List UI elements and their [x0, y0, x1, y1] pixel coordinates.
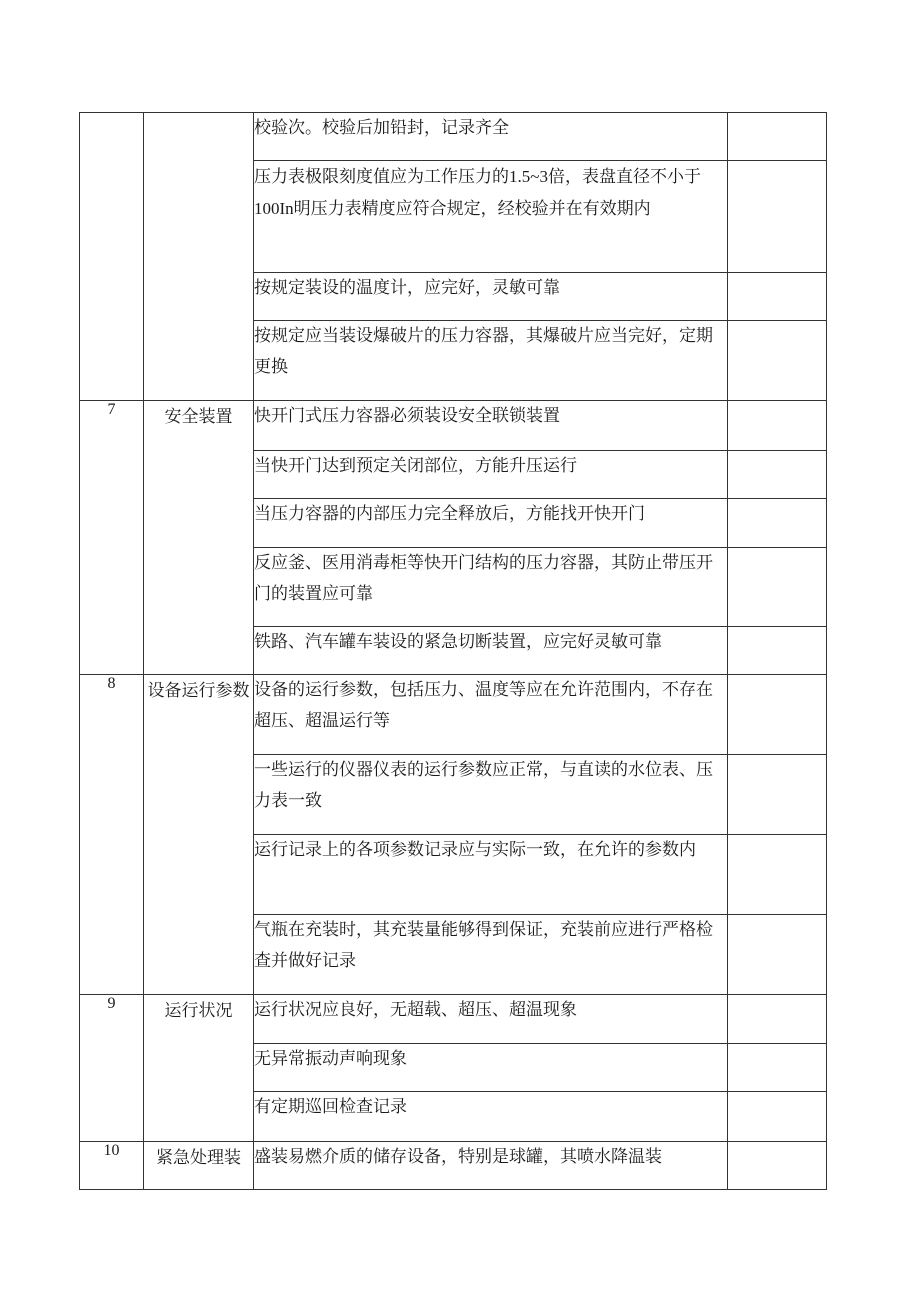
table-row: [80, 1142, 827, 1190]
result-cell[interactable]: [728, 113, 827, 161]
inspection-table: [79, 112, 827, 1190]
check-item: 反应釜、医用消毒柜等快开门结构的压力容器，其防止带压开门的装置应可靠: [254, 548, 728, 627]
result-cell[interactable]: [728, 755, 827, 835]
result-cell[interactable]: [728, 499, 827, 548]
table-row: [80, 675, 827, 755]
row-category: [144, 113, 254, 401]
section-number: 10: [80, 1142, 144, 1190]
check-item: 铁路、汽车罐车装设的紧急切断装置，应完好灵敏可靠: [254, 627, 728, 675]
table-row: [80, 401, 827, 451]
check-item: 快开门式压力容器必须装设安全联锁装置: [254, 401, 728, 451]
section-number: 7: [80, 401, 144, 675]
check-item: 运行记录上的各项参数记录应与实际一致，在允许的参数内: [254, 835, 728, 915]
result-cell[interactable]: [728, 451, 827, 499]
table-row: [80, 113, 827, 161]
result-cell[interactable]: [728, 915, 827, 995]
section-category: 运行状况: [144, 995, 254, 1142]
check-item: 盛装易燃介质的储存设备，特别是球罐，其喷水降温装: [254, 1142, 728, 1190]
check-item: 校验次。校验后加铅封，记录齐全: [254, 113, 728, 161]
table-row: [80, 995, 827, 1044]
section-category: 安全装置: [144, 401, 254, 675]
check-item: 运行状况应良好，无超载、超压、超温现象: [254, 995, 728, 1044]
check-item: 当压力容器的内部压力完全释放后，方能找开快开门: [254, 499, 728, 548]
result-cell[interactable]: [728, 321, 827, 401]
check-item: 气瓶在充装时，其充装量能够得到保证，充装前应进行严格检查并做好记录: [254, 915, 728, 995]
result-cell[interactable]: [728, 1044, 827, 1092]
row-number: [80, 113, 144, 401]
section-number: 9: [80, 995, 144, 1142]
result-cell[interactable]: [728, 627, 827, 675]
check-item: 按规定装设的温度计，应完好，灵敏可靠: [254, 273, 728, 321]
result-cell[interactable]: [728, 675, 827, 755]
result-cell[interactable]: [728, 1092, 827, 1142]
result-cell[interactable]: [728, 1142, 827, 1190]
check-item: 无异常振动声响现象: [254, 1044, 728, 1092]
check-item: 有定期巡回检查记录: [254, 1092, 728, 1142]
section-category: 设备运行参数: [144, 675, 254, 995]
check-item: 设备的运行参数，包括压力、温度等应在允许范围内，不存在超压、超温运行等: [254, 675, 728, 755]
result-cell[interactable]: [728, 835, 827, 915]
result-cell[interactable]: [728, 273, 827, 321]
section-category: 紧急处理装: [144, 1142, 254, 1190]
check-item: 一些运行的仪器仪表的运行参数应正常，与直读的水位表、压力表一致: [254, 755, 728, 835]
section-number: 8: [80, 675, 144, 995]
result-cell[interactable]: [728, 995, 827, 1044]
result-cell[interactable]: [728, 401, 827, 451]
check-item: 按规定应当装设爆破片的压力容器，其爆破片应当完好，定期更换: [254, 321, 728, 401]
check-item: 压力表极限刻度值应为工作压力的1.5~3倍，表盘直径不小于100In明压力表精度应符合规定，经校验并在有效期内: [254, 161, 728, 273]
check-item: 当快开门达到预定关闭部位，方能升压运行: [254, 451, 728, 499]
result-cell[interactable]: [728, 548, 827, 627]
result-cell[interactable]: [728, 161, 827, 273]
